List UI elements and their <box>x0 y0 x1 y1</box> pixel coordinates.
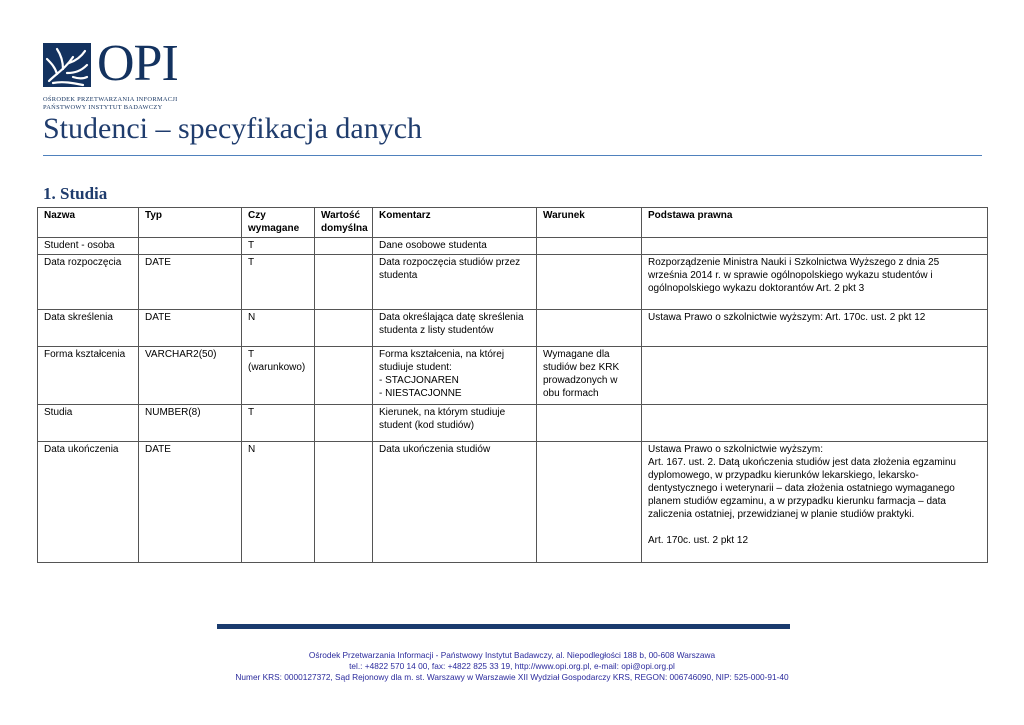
cell-warunek <box>537 405 642 442</box>
footer-divider <box>217 624 790 629</box>
logo-subtitle-line2: PAŃSTWOWY INSTYTUT BADAWCZY <box>43 104 163 111</box>
cell-nazwa: Data skreślenia <box>38 310 139 347</box>
table-header-row <box>38 208 988 238</box>
cell-podstawa <box>642 347 988 405</box>
cell-podstawa <box>642 238 988 255</box>
table-row <box>38 238 988 255</box>
cell-typ: DATE <box>139 255 242 310</box>
cell-komentarz: Data rozpoczęcia studiów przez studenta <box>373 255 537 310</box>
cell-nazwa: Studia <box>38 405 139 442</box>
cell-domyslna <box>315 310 373 347</box>
section-heading: 1. Studia <box>43 184 108 203</box>
data-spec-table <box>37 207 988 563</box>
cell-wymagane: T <box>242 238 315 255</box>
table-row <box>38 310 988 347</box>
cell-wymagane: T <box>242 405 315 442</box>
cell-podstawa <box>642 405 988 442</box>
cell-wymagane: N <box>242 310 315 347</box>
footer-contact: tel.: +4822 570 14 00, fax: +4822 825 33 19, http://www.opi.org.pl, e-mail: opi@opi.org.pl <box>349 661 675 671</box>
document-title: Studenci – specyfikacja danych <box>43 112 423 145</box>
cell-warunek: Wymagane dla studiów bez KRK prowadzonych w obu formach <box>537 347 642 405</box>
footer-registry: Numer KRS: 0000127372, Sąd Rejonowy dla m. st. Warszawy w Warszawie XII Wydział Gospodarczy KRS, REGON: 006746090, NIP: 525-000-91-40 <box>235 672 789 682</box>
cell-typ: DATE <box>139 310 242 347</box>
column-header-warunek: Warunek <box>537 208 642 238</box>
table-row <box>38 405 988 442</box>
opi-logo <box>43 35 193 115</box>
cell-podstawa: Rozporządzenie Ministra Nauki i Szkolnictwa Wyższego z dnia 25 września 2014 r. w sprawie ogólnopolskiego wykazu studentów i ogólnopolskiego wykazu doktorantów Art. 2 pkt 3 <box>642 255 988 310</box>
cell-warunek <box>537 255 642 310</box>
cell-nazwa: Student - osoba <box>38 238 139 255</box>
cell-typ <box>139 238 242 255</box>
footer-address: Ośrodek Przetwarzania Informacji - Państwowy Instytut Badawczy, al. Niepodległości 188 b, 00-608 Warszawa <box>308 650 716 660</box>
logo-subtitle-line1: OŚRODEK PRZETWARZANIA INFORMACJI <box>43 96 178 103</box>
cell-podstawa: Ustawa Prawo o szkolnictwie wyższym: Art. 170c. ust. 2 pkt 12 <box>642 310 988 347</box>
cell-domyslna <box>315 255 373 310</box>
cell-komentarz: Data ukończenia studiów <box>373 442 537 563</box>
cell-nazwa: Forma kształcenia <box>38 347 139 405</box>
cell-nazwa: Data rozpoczęcia <box>38 255 139 310</box>
cell-wymagane: N <box>242 442 315 563</box>
cell-nazwa: Data ukończenia <box>38 442 139 563</box>
cell-wymagane: T <box>242 255 315 310</box>
cell-domyslna <box>315 405 373 442</box>
column-header-wymagane: Czy wymagane <box>242 208 315 238</box>
cell-komentarz: Kierunek, na którym studiuje student (kod studiów) <box>373 405 537 442</box>
column-header-nazwa: Nazwa <box>38 208 139 238</box>
cell-komentarz: Dane osobowe studenta <box>373 238 537 255</box>
column-header-komentarz: Komentarz <box>373 208 537 238</box>
cell-komentarz: Forma kształcenia, na której studiuje student: - STACJONAREN - NIESTACJONNE <box>373 347 537 405</box>
table-row <box>38 347 988 405</box>
cell-warunek <box>537 442 642 563</box>
column-header-podstawa: Podstawa prawna <box>642 208 988 238</box>
logo-wordmark: OPI <box>97 35 178 92</box>
title-divider <box>43 155 982 156</box>
cell-domyslna <box>315 347 373 405</box>
cell-wymagane: T (warunkowo) <box>242 347 315 405</box>
column-header-typ: Typ <box>139 208 242 238</box>
table-row <box>38 442 988 563</box>
cell-warunek <box>537 238 642 255</box>
cell-domyslna <box>315 238 373 255</box>
cell-warunek <box>537 310 642 347</box>
table-row <box>38 255 988 310</box>
column-header-domyslna: Wartość domyślna <box>315 208 373 238</box>
cell-domyslna <box>315 442 373 563</box>
cell-typ: VARCHAR2(50) <box>139 347 242 405</box>
cell-komentarz: Data określająca datę skreślenia studenta z listy studentów <box>373 310 537 347</box>
cell-typ: DATE <box>139 442 242 563</box>
opi-tree-logo-icon <box>43 43 91 87</box>
cell-typ: NUMBER(8) <box>139 405 242 442</box>
cell-podstawa: Ustawa Prawo o szkolnictwie wyższym: Art. 167. ust. 2. Datą ukończenia studiów jest data złożenia egzaminu dyplomowego, w przypadku kierunków lekarskiego, lekarsko-dentystycznego i weterynarii – data złożenia ostatniego wymaganego planem studiów egzaminu, a w przypadku kierunku farmacja – data zaliczenia ostatniej, przewidzianej w planie studiów praktyki. Art. 170c. ust. 2 pkt 12 <box>642 442 988 563</box>
